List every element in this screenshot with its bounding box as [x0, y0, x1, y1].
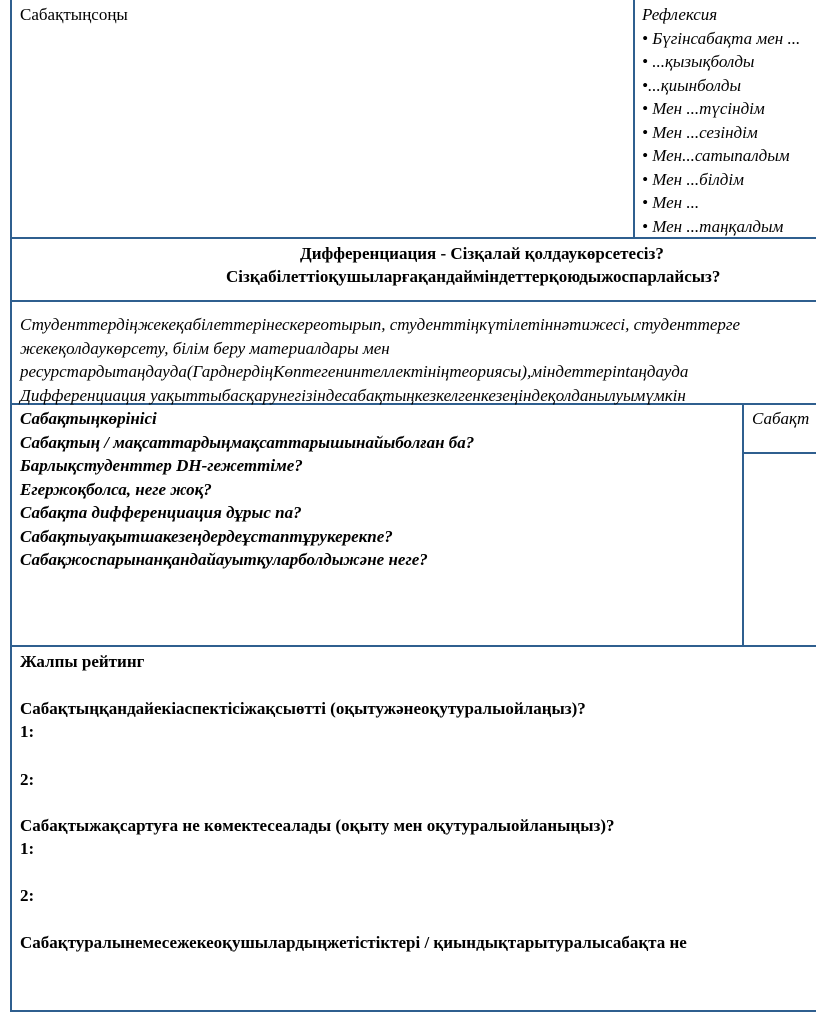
differentiation-heading-2 [226, 265, 720, 289]
differentiation-body-line: жекеқолдаукөрсету, білім беру материалдары мен [20, 338, 390, 358]
rating-question-3-text: Сабақтуралынемесежекеоқушылардыңжетістіктері / қиындықтарытуралысабақта не [20, 933, 687, 952]
table-border-left [10, 0, 12, 1012]
reflection-item: • Мен ...білдім [642, 169, 744, 189]
rating-q2-item-2 [20, 884, 34, 908]
lesson-view-line: Сабақтың / мақсаттардыңмақсаттарышынайыболған ба? [20, 432, 475, 452]
lesson-view-line: Егержоқболса, неге жоқ? [20, 479, 212, 499]
rating-q1-item-1 [20, 720, 34, 744]
rating-question-2-text: Сабақтыжақсартуға не көмектесеалады (оқыту мен оқутуралыойланыңыз)? [20, 816, 615, 835]
col-divider-reflection [633, 0, 635, 238]
differentiation-body [20, 313, 740, 407]
rating-q1-item-2-text: 2: [20, 770, 35, 789]
reflection-item: • Мен ...түсіндім [642, 99, 765, 118]
col-divider-lesson-view [742, 403, 744, 646]
reflection-title: Рефлексия [642, 5, 718, 24]
reflection-item: • Мен ... [642, 193, 700, 212]
rating-title-text: Жалпы рейтинг [20, 652, 145, 671]
rating-q1-item-1-text: 1: [20, 722, 35, 741]
rating-question-1-text: Сабақтыңқандайекіаспектісіжақсыөтті (оқытужәнеоқутуралыойлаңыз)? [20, 699, 586, 718]
rating-q2-item-1 [20, 837, 34, 861]
differentiation-heading-line2: Сізқабілеттіоқушыларғақандайміндеттерқоюдыжоспарлайсыз? [226, 267, 721, 286]
rating-q2-item-1-text: 1: [20, 839, 35, 858]
lesson-view-block [20, 407, 474, 572]
reflection-block [642, 3, 800, 238]
rating-title [20, 650, 144, 674]
lesson-view-line: Сабақжоспарынанқандайауытқуларболдыжәне неге? [20, 550, 428, 569]
reflection-item: • Мен ...таңқалдым [642, 216, 784, 236]
reflection-item: • ...қызықболды [642, 52, 755, 71]
rating-q1-item-2 [20, 768, 34, 792]
end-section-label-text: Сабақтыңсоңы [20, 5, 128, 24]
side-cell-divider [742, 452, 816, 454]
lesson-view-line: Сабақтыуақытшакезеңдердеұстаптұрукерекпе? [20, 526, 393, 546]
reflection-item: • Мен ...сезіндім [642, 122, 758, 142]
differentiation-heading-line1: Дифференциация - Сізқалай қолдаукөрсетесіз? [300, 244, 664, 263]
rating-question-3 [20, 931, 687, 955]
reflection-item: • Бүгінсабақта мен ... [642, 28, 801, 48]
row-divider-2 [10, 300, 816, 302]
differentiation-body-line: Дифференциация уақыттыбасқарунегізіндесабақтыңкезкелгенкезеңіндеқолданылуымүмкін [20, 385, 686, 405]
differentiation-body-line: ресурстардытаңдауда(ГарднердіңКөптегенинтеллектініңтеориясы),міндеттеріntаңдауда [20, 362, 689, 381]
table-border-bottom [10, 1010, 816, 1012]
reflection-item: • Мен...сатыпалдым [642, 146, 790, 165]
end-section-label [20, 3, 128, 27]
lesson-view-line: Барлықстуденттер DH-гежеттіме? [20, 456, 303, 475]
lesson-view-side-label [752, 407, 809, 431]
lesson-view-line: Сабақта дифференциация дұрыс па? [20, 503, 302, 522]
rating-question-1 [20, 697, 586, 721]
reflection-item: •...қиынболды [642, 75, 742, 95]
differentiation-body-line: Студенттердіңжекеқабілеттерінескереотырып, студенттіңкүтілетіннәтижесі, студенттерге [20, 315, 741, 334]
rating-question-2 [20, 814, 615, 838]
lesson-view-side-label-text: Сабақт [752, 409, 810, 428]
lesson-view-line: Сабақтыңкөрінісі [20, 409, 157, 428]
rating-q2-item-2-text: 2: [20, 886, 35, 905]
row-divider-4 [10, 645, 816, 647]
differentiation-heading [300, 242, 664, 266]
